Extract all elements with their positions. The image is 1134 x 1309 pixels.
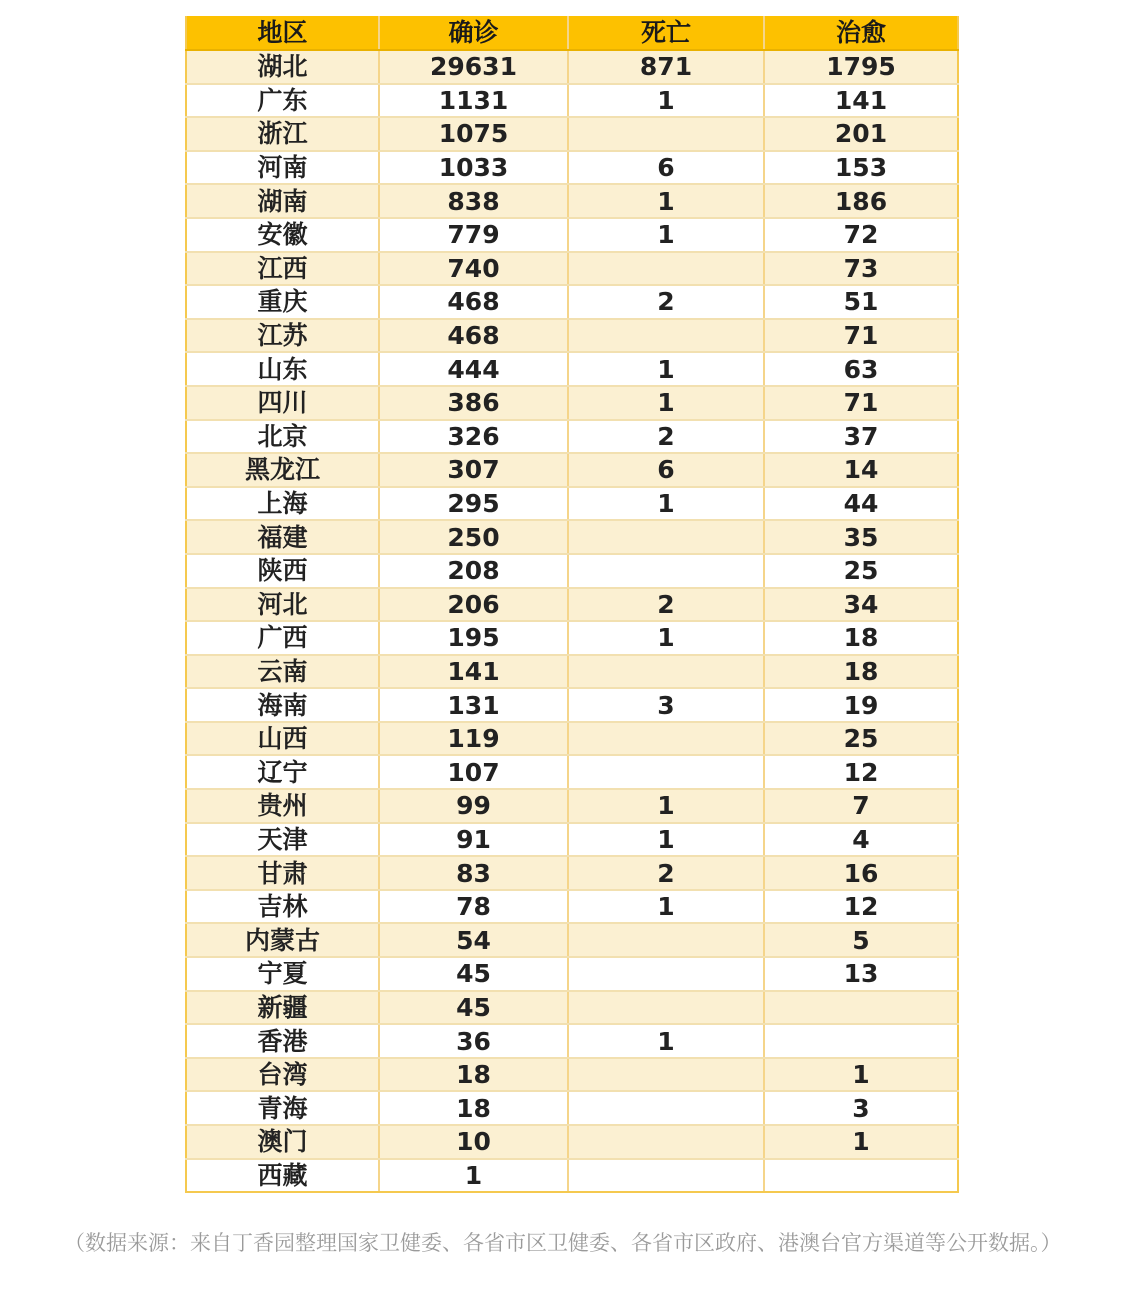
cell-confirmed: 208 bbox=[379, 554, 568, 588]
cell-region: 广东 bbox=[186, 84, 379, 118]
cell-deaths bbox=[568, 957, 764, 991]
table-row bbox=[186, 621, 958, 655]
cell-confirmed: 91 bbox=[379, 823, 568, 857]
cell-recovered: 1 bbox=[764, 1058, 958, 1092]
cell-confirmed: 83 bbox=[379, 856, 568, 890]
cell-deaths: 1 bbox=[568, 823, 764, 857]
cell-deaths bbox=[568, 252, 764, 286]
cell-region: 湖南 bbox=[186, 184, 379, 218]
table-row bbox=[186, 856, 958, 890]
cell-deaths bbox=[568, 722, 764, 756]
cell-region: 香港 bbox=[186, 1024, 379, 1058]
cell-deaths: 1 bbox=[568, 84, 764, 118]
cell-recovered: 63 bbox=[764, 352, 958, 386]
cell-region: 浙江 bbox=[186, 117, 379, 151]
cell-recovered: 14 bbox=[764, 453, 958, 487]
header-confirmed: 确诊 bbox=[379, 16, 568, 50]
cell-region: 北京 bbox=[186, 420, 379, 454]
cell-deaths bbox=[568, 755, 764, 789]
cell-confirmed: 119 bbox=[379, 722, 568, 756]
cell-deaths: 2 bbox=[568, 588, 764, 622]
cell-confirmed: 838 bbox=[379, 184, 568, 218]
cell-deaths: 1 bbox=[568, 621, 764, 655]
cell-confirmed: 18 bbox=[379, 1058, 568, 1092]
cell-region: 天津 bbox=[186, 823, 379, 857]
cell-region: 福建 bbox=[186, 520, 379, 554]
table-row bbox=[186, 520, 958, 554]
cell-deaths bbox=[568, 554, 764, 588]
cell-recovered: 34 bbox=[764, 588, 958, 622]
table-row bbox=[186, 386, 958, 420]
table-row bbox=[186, 252, 958, 286]
cell-deaths bbox=[568, 1125, 764, 1159]
table-header bbox=[186, 16, 958, 50]
cell-region: 广西 bbox=[186, 621, 379, 655]
cell-recovered: 12 bbox=[764, 755, 958, 789]
cell-recovered bbox=[764, 991, 958, 1025]
cell-deaths: 2 bbox=[568, 856, 764, 890]
cell-region: 江苏 bbox=[186, 319, 379, 353]
cell-region: 江西 bbox=[186, 252, 379, 286]
table-row bbox=[186, 1058, 958, 1092]
cell-recovered: 4 bbox=[764, 823, 958, 857]
cell-region: 陕西 bbox=[186, 554, 379, 588]
cell-region: 山东 bbox=[186, 352, 379, 386]
table-row bbox=[186, 957, 958, 991]
table-row bbox=[186, 285, 958, 319]
cell-recovered: 153 bbox=[764, 151, 958, 185]
data-table-container bbox=[185, 16, 957, 1193]
header-row bbox=[186, 16, 958, 50]
table-row bbox=[186, 487, 958, 521]
table-row bbox=[186, 688, 958, 722]
cell-region: 甘肃 bbox=[186, 856, 379, 890]
cell-deaths: 1 bbox=[568, 386, 764, 420]
cell-confirmed: 107 bbox=[379, 755, 568, 789]
cell-deaths bbox=[568, 655, 764, 689]
cell-deaths: 6 bbox=[568, 151, 764, 185]
cell-recovered: 3 bbox=[764, 1091, 958, 1125]
cell-confirmed: 468 bbox=[379, 319, 568, 353]
cell-region: 内蒙古 bbox=[186, 923, 379, 957]
header-deaths: 死亡 bbox=[568, 16, 764, 50]
cell-confirmed: 195 bbox=[379, 621, 568, 655]
cell-confirmed: 326 bbox=[379, 420, 568, 454]
epidemic-data-table bbox=[185, 16, 959, 1193]
cell-deaths: 3 bbox=[568, 688, 764, 722]
cell-region: 安徽 bbox=[186, 218, 379, 252]
table-body bbox=[186, 50, 958, 1192]
cell-recovered: 44 bbox=[764, 487, 958, 521]
cell-recovered: 37 bbox=[764, 420, 958, 454]
cell-deaths: 1 bbox=[568, 789, 764, 823]
cell-region: 海南 bbox=[186, 688, 379, 722]
cell-deaths: 2 bbox=[568, 285, 764, 319]
table-row bbox=[186, 1159, 958, 1193]
cell-recovered: 141 bbox=[764, 84, 958, 118]
cell-region: 青海 bbox=[186, 1091, 379, 1125]
cell-confirmed: 18 bbox=[379, 1091, 568, 1125]
cell-recovered: 25 bbox=[764, 722, 958, 756]
cell-confirmed: 78 bbox=[379, 890, 568, 924]
cell-deaths: 1 bbox=[568, 352, 764, 386]
cell-recovered: 18 bbox=[764, 655, 958, 689]
source-note: （数据来源：来自丁香园整理国家卫健委、各省市区卫健委、各省市区政府、港澳台官方渠道等公开数据。） bbox=[64, 1231, 1062, 1255]
cell-confirmed: 444 bbox=[379, 352, 568, 386]
cell-deaths: 1 bbox=[568, 890, 764, 924]
cell-region: 吉林 bbox=[186, 890, 379, 924]
cell-region: 贵州 bbox=[186, 789, 379, 823]
cell-confirmed: 131 bbox=[379, 688, 568, 722]
cell-confirmed: 1075 bbox=[379, 117, 568, 151]
cell-region: 山西 bbox=[186, 722, 379, 756]
cell-region: 河南 bbox=[186, 151, 379, 185]
cell-recovered: 7 bbox=[764, 789, 958, 823]
cell-confirmed: 468 bbox=[379, 285, 568, 319]
cell-confirmed: 779 bbox=[379, 218, 568, 252]
table-row bbox=[186, 789, 958, 823]
cell-region: 新疆 bbox=[186, 991, 379, 1025]
cell-confirmed: 36 bbox=[379, 1024, 568, 1058]
table-row bbox=[186, 890, 958, 924]
cell-region: 黑龙江 bbox=[186, 453, 379, 487]
cell-region: 西藏 bbox=[186, 1159, 379, 1193]
table-row bbox=[186, 923, 958, 957]
cell-region: 宁夏 bbox=[186, 957, 379, 991]
table-row bbox=[186, 50, 958, 84]
cell-deaths: 1 bbox=[568, 184, 764, 218]
cell-recovered: 18 bbox=[764, 621, 958, 655]
cell-recovered: 12 bbox=[764, 890, 958, 924]
cell-confirmed: 54 bbox=[379, 923, 568, 957]
cell-recovered: 5 bbox=[764, 923, 958, 957]
table-row bbox=[186, 117, 958, 151]
cell-deaths bbox=[568, 319, 764, 353]
cell-recovered: 1 bbox=[764, 1125, 958, 1159]
cell-deaths: 1 bbox=[568, 1024, 764, 1058]
header-region: 地区 bbox=[186, 16, 379, 50]
cell-confirmed: 386 bbox=[379, 386, 568, 420]
cell-deaths: 6 bbox=[568, 453, 764, 487]
cell-recovered: 1795 bbox=[764, 50, 958, 84]
cell-confirmed: 1 bbox=[379, 1159, 568, 1193]
cell-confirmed: 99 bbox=[379, 789, 568, 823]
cell-region: 辽宁 bbox=[186, 755, 379, 789]
table-row bbox=[186, 319, 958, 353]
cell-recovered: 73 bbox=[764, 252, 958, 286]
table-row bbox=[186, 755, 958, 789]
cell-recovered: 25 bbox=[764, 554, 958, 588]
cell-confirmed: 1033 bbox=[379, 151, 568, 185]
table-row bbox=[186, 554, 958, 588]
cell-recovered: 201 bbox=[764, 117, 958, 151]
cell-recovered: 13 bbox=[764, 957, 958, 991]
table-row bbox=[186, 722, 958, 756]
cell-confirmed: 141 bbox=[379, 655, 568, 689]
cell-deaths bbox=[568, 117, 764, 151]
cell-confirmed: 307 bbox=[379, 453, 568, 487]
cell-region: 台湾 bbox=[186, 1058, 379, 1092]
cell-deaths bbox=[568, 1159, 764, 1193]
cell-recovered: 19 bbox=[764, 688, 958, 722]
cell-deaths: 2 bbox=[568, 420, 764, 454]
cell-deaths bbox=[568, 1091, 764, 1125]
cell-region: 四川 bbox=[186, 386, 379, 420]
cell-confirmed: 740 bbox=[379, 252, 568, 286]
table-row bbox=[186, 991, 958, 1025]
cell-recovered: 51 bbox=[764, 285, 958, 319]
table-row bbox=[186, 588, 958, 622]
cell-recovered: 71 bbox=[764, 319, 958, 353]
cell-region: 澳门 bbox=[186, 1125, 379, 1159]
table-row bbox=[186, 1024, 958, 1058]
cell-confirmed: 295 bbox=[379, 487, 568, 521]
cell-confirmed: 29631 bbox=[379, 50, 568, 84]
cell-confirmed: 206 bbox=[379, 588, 568, 622]
cell-region: 重庆 bbox=[186, 285, 379, 319]
cell-confirmed: 45 bbox=[379, 991, 568, 1025]
cell-confirmed: 45 bbox=[379, 957, 568, 991]
header-recovered: 治愈 bbox=[764, 16, 958, 50]
cell-recovered: 16 bbox=[764, 856, 958, 890]
cell-deaths: 1 bbox=[568, 218, 764, 252]
cell-region: 湖北 bbox=[186, 50, 379, 84]
table-row bbox=[186, 1125, 958, 1159]
table-row bbox=[186, 184, 958, 218]
cell-deaths bbox=[568, 520, 764, 554]
cell-recovered bbox=[764, 1024, 958, 1058]
table-row bbox=[186, 655, 958, 689]
table-row bbox=[186, 1091, 958, 1125]
cell-region: 上海 bbox=[186, 487, 379, 521]
table-row bbox=[186, 218, 958, 252]
cell-deaths bbox=[568, 991, 764, 1025]
cell-recovered: 35 bbox=[764, 520, 958, 554]
table-row bbox=[186, 823, 958, 857]
cell-region: 河北 bbox=[186, 588, 379, 622]
cell-deaths: 1 bbox=[568, 487, 764, 521]
cell-confirmed: 1131 bbox=[379, 84, 568, 118]
cell-deaths: 871 bbox=[568, 50, 764, 84]
table-row bbox=[186, 453, 958, 487]
cell-recovered: 72 bbox=[764, 218, 958, 252]
table-row bbox=[186, 84, 958, 118]
table-row bbox=[186, 352, 958, 386]
cell-confirmed: 250 bbox=[379, 520, 568, 554]
cell-recovered: 71 bbox=[764, 386, 958, 420]
cell-region: 云南 bbox=[186, 655, 379, 689]
cell-recovered: 186 bbox=[764, 184, 958, 218]
cell-confirmed: 10 bbox=[379, 1125, 568, 1159]
cell-deaths bbox=[568, 1058, 764, 1092]
table-row bbox=[186, 151, 958, 185]
table-row bbox=[186, 420, 958, 454]
cell-deaths bbox=[568, 923, 764, 957]
cell-recovered bbox=[764, 1159, 958, 1193]
